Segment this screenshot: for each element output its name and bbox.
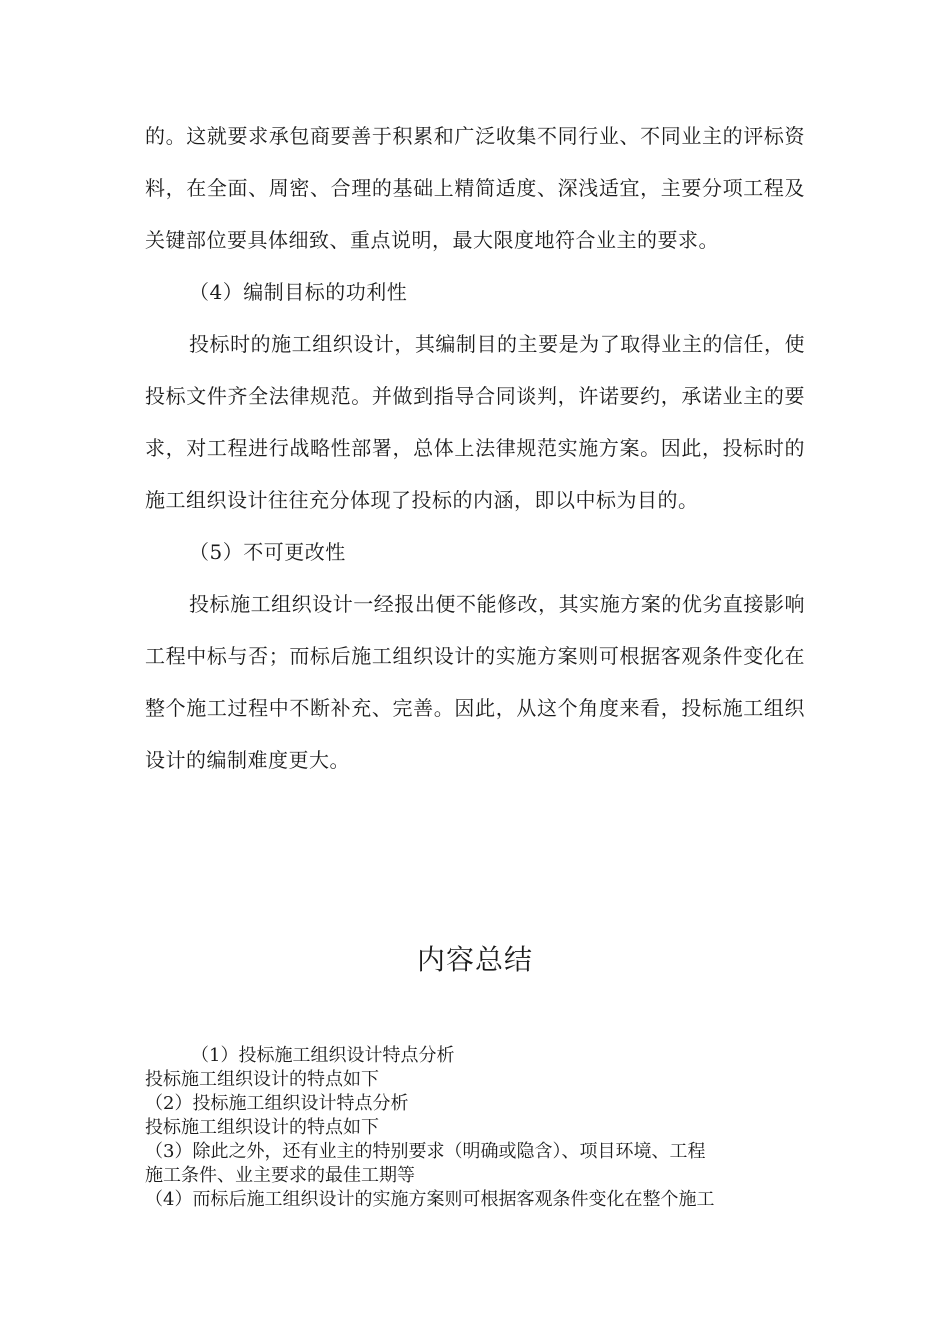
summary-line: 投标施工组织设计的特点如下 (145, 1117, 379, 1138)
summary-line: 施工条件、业主要求的最佳工期等 (145, 1165, 415, 1186)
paragraph-continuation: 的。这就要求承包商要善于积累和广泛收集不同行业、不同业主的评标资料，在全面、周密、合理的基础上精简适度、深浅适宜，主要分项工程及关键部位要具体细致、重点说明，最大限度地符合业主的要求。 (145, 124, 805, 252)
heading-item-5: （5）不可更改性 (189, 540, 346, 564)
heading-item-4: （4）编制目标的功利性 (189, 280, 408, 304)
summary-block (145, 1044, 810, 1212)
summary-line: 投标施工组织设计的特点如下 (145, 1069, 379, 1090)
body-text (145, 110, 805, 786)
summary-line: （3）除此之外，还有业主的特别要求（明确或隐含）、项目环境、工程 (145, 1141, 706, 1162)
summary-line: （1）投标施工组织设计特点分析 (191, 1045, 455, 1066)
summary-line: （4）而标后施工组织设计的实施方案则可根据客观条件变化在整个施工 (145, 1189, 715, 1210)
summary-line: （2）投标施工组织设计特点分析 (145, 1093, 409, 1114)
paragraph-item-4: 投标时的施工组织设计，其编制目的主要是为了取得业主的信任，使投标文件齐全法律规范。并做到指导合同谈判，许诺要约，承诺业主的要求，对工程进行战略性部署，总体上法律规范实施方案。因此，投标时的施工组织设计往往充分体现了投标的内涵，即以中标为目的。 (145, 332, 805, 512)
paragraph-item-5: 投标施工组织设计一经报出便不能修改，其实施方案的优劣直接影响工程中标与否；而标后施工组织设计的实施方案则可根据客观条件变化在整个施工过程中不断补充、完善。因此，从这个角度来看，投标施工组织设计的编制难度更大。 (145, 592, 805, 772)
summary-title: 内容总结 (416, 943, 533, 976)
